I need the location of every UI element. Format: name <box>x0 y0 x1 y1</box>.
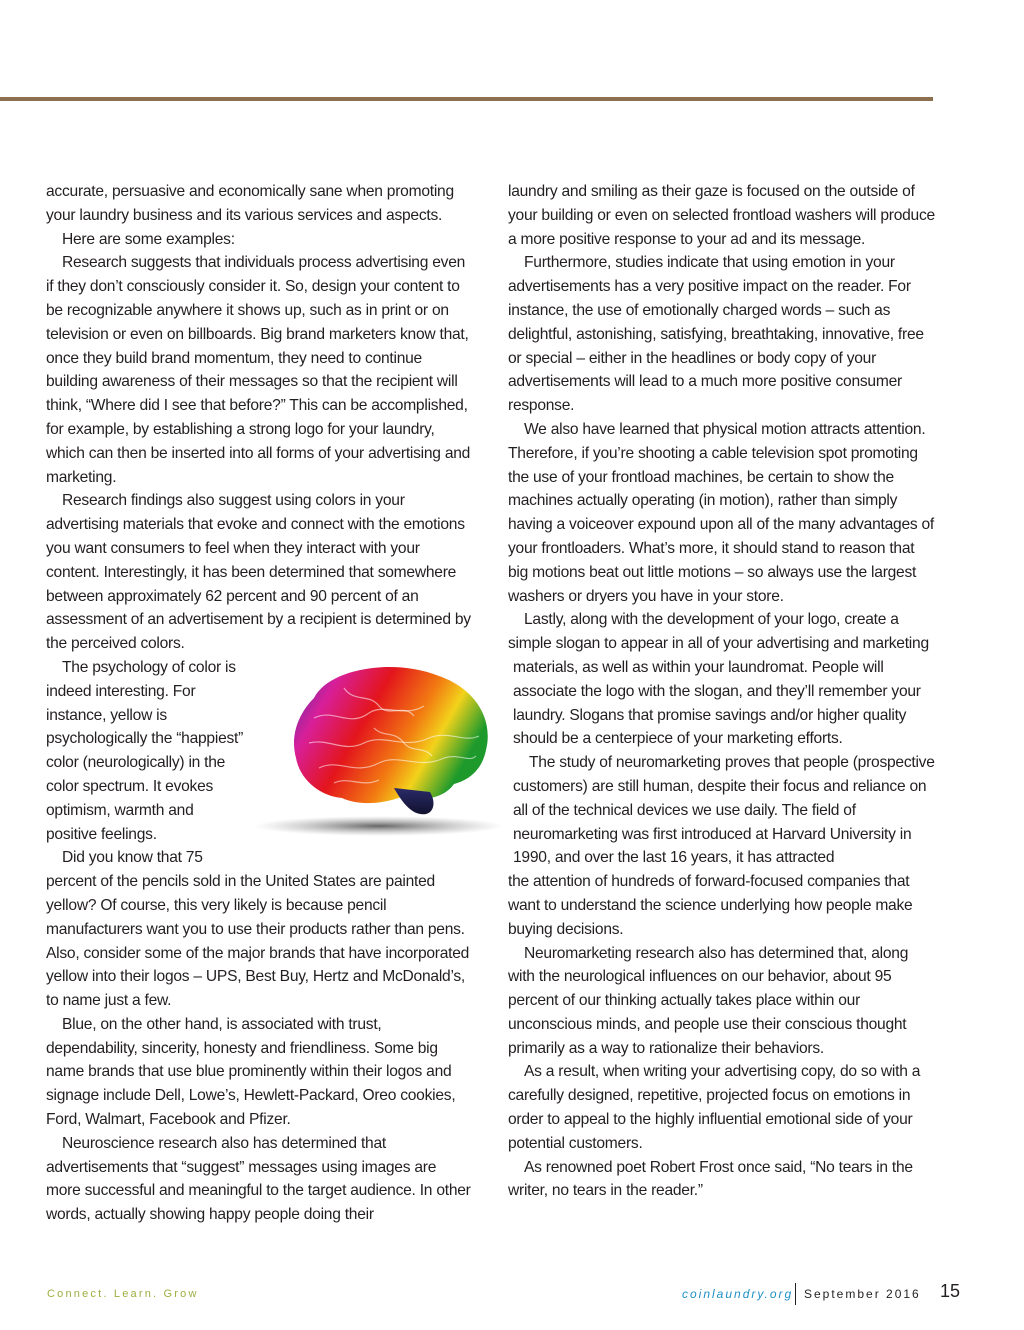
paragraph: Lastly, along with the development of your logo, create a simple slogan to appear in all of your advertising and marketing <box>508 611 929 653</box>
footer-date: September 2016 <box>804 1287 921 1301</box>
footer-site-link[interactable]: coinlaundry.org <box>682 1287 794 1301</box>
paragraph: the attention of hundreds of forward-focused companies that want to understand the science underlying how people make buying decisions. <box>508 873 913 938</box>
brain-illustration <box>254 658 514 870</box>
paragraph: Here are some examples: <box>62 230 235 248</box>
top-rule <box>0 97 933 101</box>
paragraph: Research findings also suggest using colors in your advertising materials that evoke and connect with the emotions you want consumers to feel when they interact with your content. Interestingly, it has been determined that somewhere between approximately 62 percent and 90 percent of an assessment of an advertisement by a recipient is determined by the perceived colors. <box>46 492 471 653</box>
paragraph: As a result, when writing your advertising copy, do so with a carefully designed, repetitive, projected focus on emotions in order to appeal to the highly influential emotional side of your potential customers. <box>508 1063 921 1152</box>
paragraph: Blue, on the other hand, is associated with trust, dependability, sincerity, honesty and friendliness. Some big name brands that use blue prominently within their logos and signage include Dell, Lowe’s, Hewlett-Packard, Oreo cookies, Ford, Walmart, Facebook and Pfizer. <box>46 1015 456 1129</box>
left-column <box>46 180 474 1227</box>
brain-image <box>254 658 494 870</box>
paragraph: We also have learned that physical motion attracts attention. Therefore, if you’re shooting a cable television spot promoting the use of your frontload machines, be certain to show the machines actually operating (in motion), rather than simply having a voiceover expound upon all of the many advantages of your frontloaders. What’s more, it should stand to reason that big motions beat out little motions – so always use the largest washers or dryers you have in your store. <box>508 420 935 605</box>
paragraph: The psychology of color is indeed interesting. For instance, yellow is psychologically the “happiest” color (neurologically) in the color spectrum. It evokes optimism, warmth and positive feelings. <box>46 658 244 843</box>
footer-divider <box>795 1283 796 1305</box>
paragraph: Research suggests that individuals process advertising even if they don’t consciously consider it. So, design your content to be recognizable anywhere it shows up, such as in print or on television or even on billboards. Big brand marketers know that, once they build brand momentum, they need to continue building awareness of their messages so that the recipient will think, “Where did I see that before?” This can be accomplished, for example, by establishing a strong logo for your laundry, which can then be inserted into all forms of your advertising and marketing. <box>46 254 471 486</box>
paragraph: Did you know that 75 percent of the pencils sold in the United States are painted yellow? Of course, this very likely is because pencil manufacturers want you to use their products rather than pens. Also, consider some of the major brands that have incorporated yellow into their logos – UPS, Best Buy, Hertz and McDonald’s, to name just a few. <box>46 849 470 1010</box>
paragraph: accurate, persuasive and economically sane when promoting your laundry business and its various services and aspects. <box>46 183 454 224</box>
footer-tagline: Connect. Learn. Grow <box>47 1288 199 1300</box>
page-number: 15 <box>940 1281 961 1301</box>
paragraph: As renowned poet Robert Frost once said, “No tears in the writer, no tears in the reader.” <box>508 1158 913 1200</box>
right-column <box>508 180 936 1203</box>
paragraph: laundry and smiling as their gaze is focused on the outside of your building or even on selected frontload washers will produce a more positive response to your ad and its message. <box>508 183 935 248</box>
paragraph: Neuromarketing research also has determined that, along with the neurological influences on our behavior, about 95 percent of our thinking actually takes place within our unconscious minds, and people use their conscious thought primarily as a way to rationalize their behaviors. <box>508 944 909 1057</box>
paragraph: The study of neuromarketing proves that people (prospective customers) are still human, despite their focus and reliance on all of the technical devices we use daily. The field of neuromarketing was first introduced at Harvard University in 1990, and over the last 16 years, it has attracted <box>513 754 935 867</box>
paragraph: Furthermore, studies indicate that using emotion in your advertisements has a very positive impact on the reader. For instance, the use of emotionally charged words – such as delightful, astonishing, satisfying, breathtaking, innovative, free or special – either in the headlines or body copy of your advertisements will lead to a much more positive consumer response. <box>508 254 924 415</box>
paragraph: materials, as well as within your laundromat. People will associate the logo with the slogan, and they’ll remember your laundry. Slogans that promise savings and/or higher quality should be a centerpiece of your marketing efforts. <box>513 658 921 748</box>
paragraph: Neuroscience research also has determined that advertisements that “suggest” messages using images are more successful and meaningful to the target audience. In other words, actually showing happy people doing their <box>46 1134 471 1224</box>
